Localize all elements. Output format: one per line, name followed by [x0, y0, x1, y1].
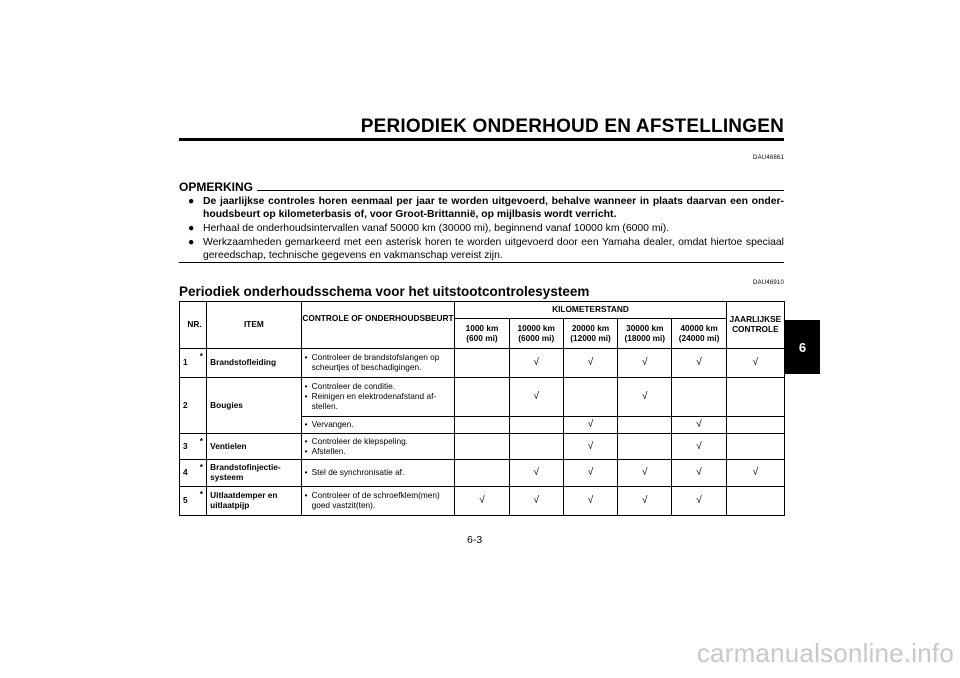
bullet-icon: • [304, 419, 308, 430]
control-text: Controleer de conditie. [311, 381, 396, 392]
row-control [301, 487, 455, 516]
header-mi-label: (12000 mi) [570, 332, 611, 343]
header-km-label: 10000 km [517, 322, 555, 333]
row-number: 5 [180, 487, 197, 516]
check-mark: √ [509, 378, 563, 417]
note-item [179, 222, 784, 235]
row-number: 2 [180, 378, 197, 434]
check-cell [618, 434, 672, 460]
table-row [180, 349, 785, 378]
row-control [301, 460, 455, 487]
control-text: Vervangen. [311, 419, 354, 430]
table-row [180, 378, 785, 417]
check-cell [726, 434, 784, 460]
check-mark: √ [672, 460, 726, 487]
check-cell [726, 417, 784, 434]
bullet-icon: • [304, 467, 308, 478]
section-title: Periodiek onderhoudsschema voor het uitstootcontrolesysteem [179, 284, 590, 299]
check-mark: √ [563, 417, 617, 434]
row-item: Ventielen [207, 434, 301, 460]
check-mark: √ [618, 460, 672, 487]
row-control [301, 417, 455, 434]
check-mark: √ [563, 487, 617, 516]
check-mark: √ [672, 349, 726, 378]
table-row [180, 487, 785, 516]
chapter-tab: 6 [785, 320, 820, 374]
check-mark: √ [509, 460, 563, 487]
check-cell [455, 460, 509, 487]
control-text: Controleer de klepspeling. [311, 435, 408, 446]
check-mark: √ [563, 349, 617, 378]
title-rule [179, 138, 784, 141]
page-number: 6-3 [467, 534, 483, 546]
check-cell [509, 417, 563, 434]
check-mark: √ [618, 378, 672, 417]
note-item [179, 236, 784, 262]
asterisk-marker: * [197, 434, 207, 460]
header-mi-label: (600 mi) [466, 332, 498, 343]
check-cell [455, 434, 509, 460]
header-mi-label: (18000 mi) [624, 332, 666, 343]
header-mi-label: (6000 mi) [518, 332, 555, 343]
check-cell [455, 349, 509, 378]
control-text: Stel de synchronisatie af. [311, 467, 405, 478]
bullet-icon: ● [188, 236, 195, 248]
bullet-icon: ● [188, 196, 195, 207]
header-km-40000 [672, 319, 726, 349]
asterisk-marker: * [197, 487, 207, 516]
note-heading-rule [257, 190, 784, 191]
header-control: CONTROLE OF ONDERHOUDSBEURT [301, 302, 455, 349]
page-title: PERIODIEK ONDERHOUD EN AFSTELLINGEN [360, 116, 784, 137]
control-text: Reinigen en elektrodenafstand afstellen. [311, 391, 437, 411]
note-text: Werkzaamheden gemarkeerd met een asterisk horen te worden uitgevoerd door een Yamaha dealer, omdat hiertoe speciaal gereedschap, technische gegevens en vakmanschap vereist zijn. [203, 236, 784, 261]
check-cell [563, 378, 617, 417]
check-cell [672, 378, 726, 417]
maintenance-table [179, 301, 785, 516]
note-reference-code: DAU46861 [753, 155, 784, 161]
bullet-icon: • [304, 381, 308, 392]
header-km-label: 30000 km [626, 322, 664, 333]
check-mark: √ [726, 349, 784, 378]
header-km-label: 20000 km [571, 322, 610, 333]
header-km-20000 [563, 319, 617, 349]
bullet-icon: • [304, 445, 308, 456]
bullet-icon: ● [188, 222, 195, 234]
header-mi-label: (24000 mi) [678, 332, 720, 343]
row-item: Uitlaatdemper en uitlaatpijp [207, 487, 301, 516]
section-reference-code: DAU46910 [753, 280, 784, 286]
row-item: Brandstofinjectiesysteem [207, 460, 301, 487]
header-km-label: 1000 km [465, 322, 499, 333]
note-heading [179, 180, 784, 194]
header-km-1000 [455, 319, 509, 349]
check-mark: √ [672, 417, 726, 434]
check-mark: √ [672, 434, 726, 460]
check-cell [455, 417, 509, 434]
row-control [301, 349, 455, 378]
note-text: Herhaal de onderhoudsintervallen vanaf 50000 km (30000 mi), beginnend vanaf 10000 km (6000 mi). [203, 222, 670, 234]
watermark: carmanualsonline.info [696, 638, 954, 668]
header-km-label: 40000 km [680, 322, 718, 333]
check-cell [618, 417, 672, 434]
control-text: Controleer of de schroefklem(men) goed vastzit(ten). [311, 490, 440, 510]
row-control [301, 434, 455, 460]
header-km-10000 [509, 319, 563, 349]
note-item [179, 195, 784, 221]
check-mark: √ [509, 487, 563, 516]
check-mark: √ [726, 460, 784, 487]
header-km-30000 [618, 319, 672, 349]
table-row [180, 434, 785, 460]
table-row [180, 460, 785, 487]
check-cell [455, 378, 509, 417]
check-mark: √ [618, 349, 672, 378]
control-text: Controleer de brandstofslangen op scheurtjes of beschadigingen. [311, 352, 440, 372]
check-cell [726, 378, 784, 417]
note-list [179, 195, 784, 263]
note-text: De jaarlijkse controles horen eenmaal per jaar te worden uitgevoerd, behalve wanneer in plaats daarvan een onderhoudsbeurt op kilometerbasis of, voor Groot-Brittannië, op mijlbasis wordt verricht. [203, 196, 784, 221]
check-mark: √ [563, 460, 617, 487]
row-control [301, 378, 455, 417]
note-heading-label: OPMERKING [179, 180, 254, 194]
header-item: ITEM [207, 302, 301, 349]
check-cell [509, 434, 563, 460]
check-cell [726, 487, 784, 516]
control-text: Afstellen. [311, 445, 346, 456]
header-nr: NR. [180, 302, 207, 349]
bullet-icon: • [304, 391, 308, 402]
asterisk-spacer [197, 378, 207, 434]
row-item: Bougies [207, 378, 301, 434]
check-mark: √ [455, 487, 509, 516]
asterisk-marker: * [197, 349, 207, 378]
note-bottom-rule [179, 262, 784, 263]
row-number: 4 [180, 460, 197, 487]
check-mark: √ [509, 349, 563, 378]
check-mark: √ [618, 487, 672, 516]
row-item: Brandstofleiding [207, 349, 301, 378]
row-number: 1 [180, 349, 197, 378]
bullet-icon: • [304, 435, 308, 446]
header-annual-check: JAARLIJKSE CONTROLE [726, 302, 784, 349]
row-number: 3 [180, 434, 197, 460]
asterisk-marker: * [197, 460, 207, 487]
bullet-icon: • [304, 352, 308, 363]
bullet-icon: • [304, 490, 308, 501]
header-kilometerstand: KILOMETERSTAND [455, 302, 726, 319]
check-mark: √ [563, 434, 617, 460]
check-mark: √ [672, 487, 726, 516]
